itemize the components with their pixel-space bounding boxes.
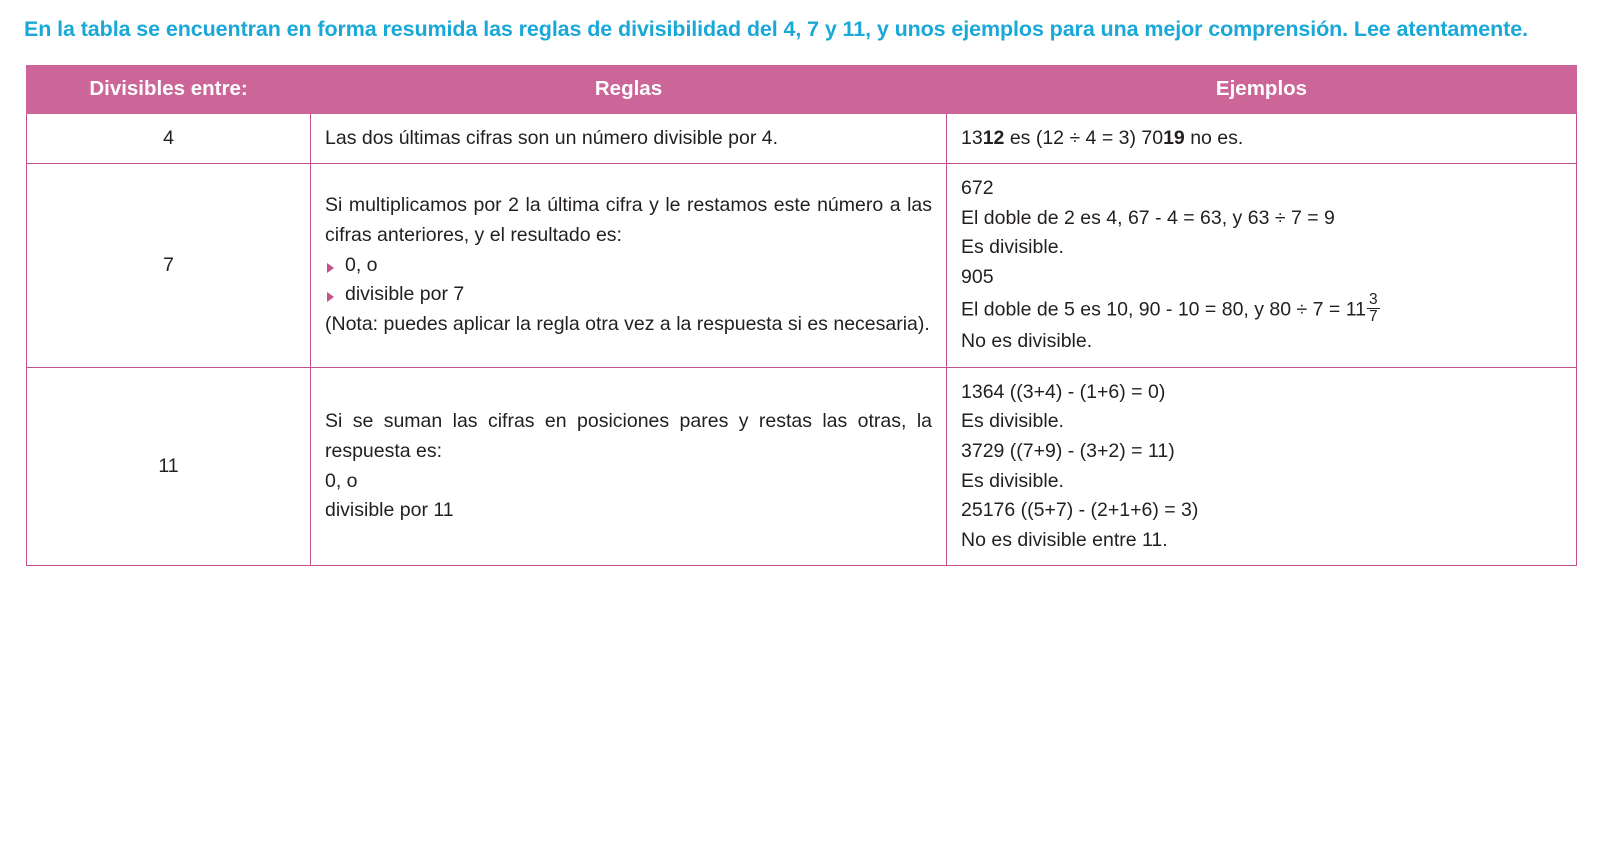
rule-bullet-item (325, 280, 932, 310)
bullet-label: 0, o (345, 253, 378, 276)
example-line-with-fraction (961, 290, 1562, 327)
rule-line: 0, o (325, 469, 358, 492)
example-prefix: 13 (961, 126, 983, 149)
table-row (27, 164, 1577, 368)
fraction-denominator: 7 (1368, 308, 1378, 326)
example-line: No es divisible. (961, 330, 1093, 353)
column-header-rules: Reglas (311, 65, 947, 113)
example-line: El doble de 2 es 4, 67 - 4 = 63, y 63 ÷ 7 = 9 (961, 206, 1335, 229)
rule-line: divisible por 11 (325, 499, 454, 522)
example-line: 25176 ((5+7) - (2+1+6) = 3) (961, 499, 1199, 522)
example-line: 905 (961, 266, 994, 289)
rule-bullet-item (325, 251, 932, 281)
divisibility-rules-table (26, 65, 1577, 567)
example-line: Es divisible. (961, 236, 1064, 259)
rule-line: Si multiplicamos por 2 la última cifra y le restamos este número a las cifras anteriores, y el resultado es: (325, 194, 932, 246)
example-middle: es (12 ÷ 4 = 3) 70 (1004, 126, 1164, 149)
example-line (961, 124, 1562, 154)
example-text-7 (947, 164, 1577, 368)
example-line: No es divisible entre 11. (961, 528, 1168, 551)
rule-text-7 (311, 164, 947, 368)
column-header-divisor: Divisibles entre: (27, 65, 311, 113)
example-suffix: no es. (1184, 126, 1244, 149)
example-line: Es divisible. (961, 469, 1064, 492)
example-text-11 (947, 367, 1577, 566)
example-line: 1364 ((3+4) - (1+6) = 0) (961, 380, 1166, 403)
example-line: 672 (961, 177, 994, 200)
mixed-fraction (1367, 292, 1380, 326)
example-line: 3729 ((7+9) - (3+2) = 11) (961, 439, 1175, 462)
divisor-value-4: 4 (27, 113, 311, 164)
example-line-text: El doble de 5 es 10, 90 - 10 = 80, y 80 ÷ 7 = 11 (961, 298, 1366, 321)
table-row (27, 113, 1577, 164)
fraction-numerator: 3 (1368, 290, 1378, 308)
table-row (27, 367, 1577, 566)
rule-note: (Nota: puedes aplicar la regla otra vez a la respuesta si es necesaria). (325, 312, 930, 335)
divisor-value-7: 7 (27, 164, 311, 368)
example-line: Es divisible. (961, 410, 1064, 433)
rule-line: Si se suman las cifras en posiciones pares y restas las otras, la respuesta es: (325, 410, 932, 462)
table-header-row (27, 65, 1577, 113)
rule-line: Las dos últimas cifras son un número divisible por 4. (325, 126, 779, 149)
example-bold-2: 19 (1163, 126, 1185, 149)
divisor-value-11: 11 (27, 367, 311, 566)
bullet-label: divisible por 7 (345, 283, 465, 306)
intro-paragraph: En la tabla se encuentran en forma resumida las reglas de divisibilidad del 4, 7 y 11, y unos ejemplos para una mejor comprensión. Lee atentamente. (24, 17, 1528, 41)
example-text-4 (947, 113, 1577, 164)
rule-text-4 (311, 113, 947, 164)
column-header-examples: Ejemplos (947, 65, 1577, 113)
example-bold-1: 12 (982, 126, 1005, 149)
rule-text-11 (311, 367, 947, 566)
